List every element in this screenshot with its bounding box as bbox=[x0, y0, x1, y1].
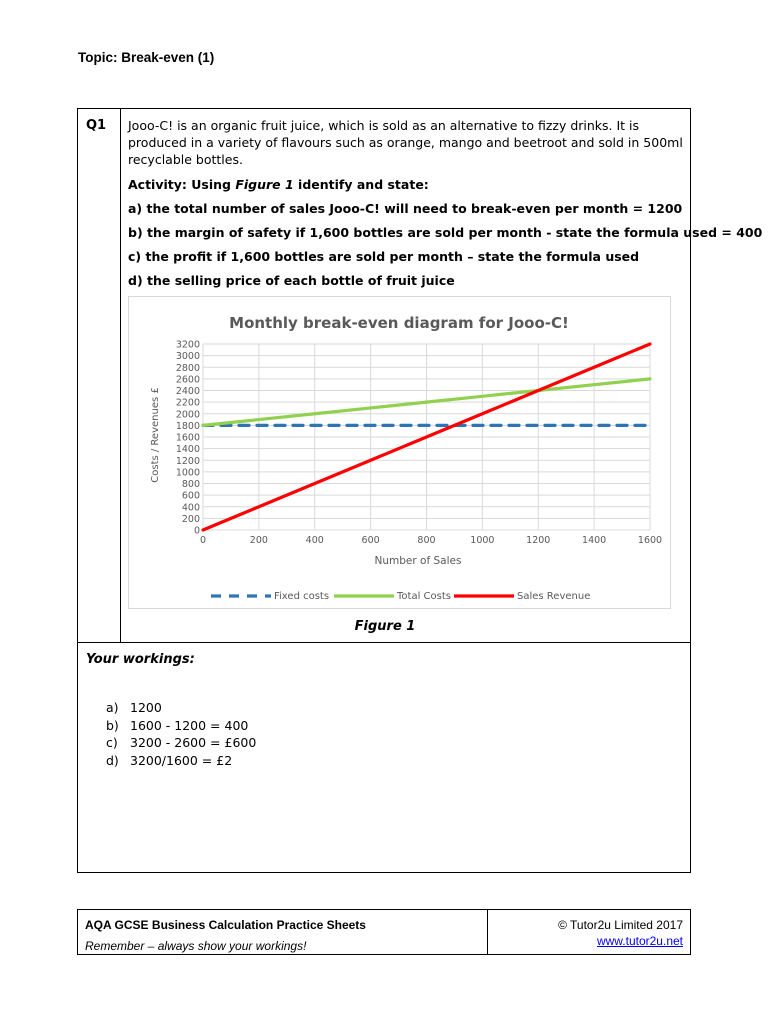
question-item-d: d) the selling price of each bottle of fruit juice bbox=[128, 273, 455, 288]
working-text: 3200/1600 = £2 bbox=[130, 752, 233, 768]
chart-title: Monthly break-even diagram for Jooo-C! bbox=[229, 314, 569, 332]
workings-list bbox=[106, 699, 256, 769]
question-item-a: a) the total number of sales Jooo-C! will need to break-even per month = 1200 bbox=[128, 201, 683, 216]
x-tick-label: 1400 bbox=[582, 535, 607, 546]
legend-label: Fixed costs bbox=[274, 591, 330, 602]
working-letter: a) bbox=[106, 700, 119, 715]
question-number-cell bbox=[78, 109, 121, 643]
footer bbox=[77, 909, 691, 955]
question-table bbox=[77, 108, 763, 873]
chart-legend bbox=[211, 591, 590, 602]
working-letter: b) bbox=[106, 717, 119, 733]
topic-heading: Topic: Break-even (1) bbox=[78, 50, 215, 65]
y-tick-label: 1200 bbox=[175, 455, 200, 467]
working-text: 3200 - 2600 = £600 bbox=[130, 735, 257, 750]
y-tick-label: 1000 bbox=[175, 467, 200, 479]
y-tick-label: 2800 bbox=[175, 362, 200, 374]
y-tick-label: 1800 bbox=[175, 420, 200, 432]
working-item-d bbox=[106, 752, 256, 770]
y-tick-label: 2600 bbox=[175, 374, 200, 386]
question-number: Q1 bbox=[86, 118, 107, 133]
x-axis-label: Number of Sales bbox=[374, 555, 462, 567]
y-tick-label: 2200 bbox=[175, 397, 200, 409]
x-tick-label: 600 bbox=[361, 535, 380, 546]
figure-ref: Figure 1 bbox=[235, 177, 294, 192]
legend-label: Sales Revenue bbox=[517, 591, 591, 602]
question-text: Jooo-C! is an organic fruit juice, which is sold as an alternative to fizzy drinks. It is produced in a variety of flavours such as orange, mango and beetroot and sold in 500ml recyclable bottles. bbox=[128, 118, 683, 167]
x-tick-label: 1000 bbox=[470, 535, 495, 546]
footer-title: AQA GCSE Business Calculation Practice Sheets bbox=[85, 918, 366, 932]
y-tick-label: 800 bbox=[181, 479, 200, 490]
footer-reminder: Remember – always show your workings! bbox=[85, 939, 307, 953]
working-item-c bbox=[106, 734, 256, 752]
x-tick-label: 0 bbox=[199, 535, 207, 546]
working-letter: c) bbox=[106, 735, 118, 750]
working-letter: d) bbox=[106, 752, 119, 768]
footer-divider bbox=[487, 910, 488, 954]
break-even-chart bbox=[129, 297, 670, 608]
footer-link[interactable]: www.tutor2u.net bbox=[596, 934, 683, 948]
x-tick-label: 200 bbox=[249, 535, 268, 546]
y-tick-label: 1400 bbox=[175, 444, 200, 456]
working-item-b bbox=[106, 717, 256, 735]
working-text: 1600 - 1200 = 400 bbox=[130, 717, 249, 733]
question-item-c: c) the profit if 1,600 bottles are sold per month – state the formula used bbox=[128, 249, 640, 264]
y-tick-label: 600 bbox=[181, 490, 200, 502]
x-tick-label: 400 bbox=[305, 535, 324, 546]
x-tick-label: 800 bbox=[417, 535, 436, 546]
y-tick-label: 400 bbox=[181, 502, 200, 514]
working-item-a bbox=[106, 699, 256, 717]
y-tick-label: 3000 bbox=[175, 351, 200, 363]
y-tick-label: 1600 bbox=[175, 432, 200, 444]
chart-container bbox=[128, 296, 671, 609]
row-divider bbox=[78, 642, 690, 643]
legend-label: Total Costs bbox=[397, 591, 451, 602]
y-tick-label: 0 bbox=[193, 525, 200, 537]
workings-title: Your workings: bbox=[86, 652, 195, 667]
y-tick-label: 3200 bbox=[175, 339, 200, 351]
activity-heading bbox=[128, 177, 429, 192]
footer-copyright: © Tutor2u Limited 2017 bbox=[558, 918, 683, 932]
working-text: 1200 bbox=[130, 700, 162, 715]
x-tick-label: 1200 bbox=[526, 535, 551, 546]
y-tick-label: 2400 bbox=[175, 386, 200, 397]
question-item-b: b) the margin of safety if 1,600 bottles are sold per month - state the formula used = 400 bbox=[128, 225, 763, 240]
y-tick-label: 2000 bbox=[175, 409, 200, 421]
x-tick-label: 1600 bbox=[637, 535, 663, 546]
figure-caption: Figure 1 bbox=[354, 619, 416, 634]
y-tick-label: 200 bbox=[181, 513, 200, 525]
y-axis-label: Costs / Revenues £ bbox=[150, 387, 161, 483]
activity-heading-text: Activity: Using Figure 1 identify and state: bbox=[128, 177, 429, 192]
